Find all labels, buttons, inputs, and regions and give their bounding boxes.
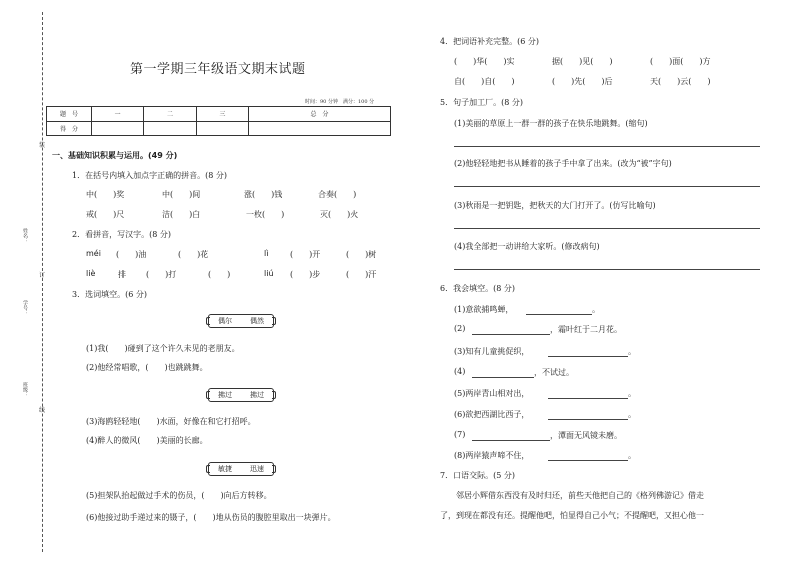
score-cell: 总 分: [249, 107, 391, 122]
q2-pinyin: lì: [264, 249, 269, 258]
binding-tick-zhuang: 装: [39, 142, 46, 149]
q2-item: ( )打: [146, 270, 177, 279]
q2-item: ( )开: [290, 250, 321, 259]
time-note: 时间：90 分钟 满分：100 分: [305, 99, 375, 105]
q7-paragraph-line: 邻居小辉借东西没有及时归还，前些天他把自己的《格列佛游记》借走: [456, 491, 704, 500]
answer-blank[interactable]: [548, 419, 628, 420]
q6-item: (5)两岸青山相对出，: [454, 389, 530, 398]
answer-blank[interactable]: [526, 314, 592, 315]
q6-item: (6)欲把西湖比西子，: [454, 410, 530, 419]
q2-item: ( ): [208, 270, 231, 279]
q6-tail: ，不试过。: [534, 368, 574, 377]
score-header-row: [47, 107, 391, 122]
answer-line[interactable]: [454, 146, 760, 147]
q2-item: ( )油: [116, 250, 147, 259]
binding-tick-xian: 线: [39, 407, 46, 414]
q6-item: (2): [454, 324, 466, 333]
word-choice-box-1: [208, 314, 274, 328]
q3-sentence: (5)担架队抬起做过手术的伤员，( )向后方转移。: [86, 491, 272, 500]
answer-blank[interactable]: [472, 440, 550, 441]
q7-paragraph-line: 了，到现在都没有还。提醒他吧，怕显得自己小气；不提醒吧，又担心他一: [440, 511, 704, 520]
answer-blank[interactable]: [472, 334, 550, 335]
score-cell: 得 分: [47, 121, 92, 136]
q7-title: 7．口语交际。(5 分): [440, 471, 515, 480]
answer-line[interactable]: [454, 186, 760, 187]
q4-title: 4．把词语补充完整。(6 分): [440, 37, 539, 46]
q2-pinyin: méi: [86, 249, 101, 258]
q5-title: 5．句子加工厂。(8 分): [440, 98, 523, 107]
q5-sentence: (2)他轻轻地把书从睡着的孩子手中拿了出来。(改为“被”字句): [454, 159, 672, 168]
page-title: 第一学期三年级语文期末试题: [130, 62, 306, 77]
q4-item: 天( )云( ): [650, 77, 711, 86]
score-cell: 题 号: [47, 107, 92, 122]
q6-tail: ，潭面无风镜未磨。: [550, 431, 622, 440]
name-label: 姓名：: [22, 228, 28, 243]
q1-item: 中( )奖: [86, 190, 125, 199]
q3-title: 3．选词填空。(6 分): [72, 290, 147, 299]
answer-blank[interactable]: [472, 377, 534, 378]
binding-tick-ding: 订: [39, 272, 46, 279]
q3-sentence: (6)他接过助手递过来的镊子，( )地从伤员的腹腔里取出一块弹片。: [86, 513, 336, 522]
q1-item: 洁( )白: [162, 210, 201, 219]
score-cell: 三: [196, 107, 248, 122]
q6-tail: 。: [628, 410, 636, 419]
q3-sentence: (4)醉人的微风( )美丽的长廊。: [86, 436, 208, 445]
score-input-3[interactable]: [196, 121, 248, 136]
q4-item: ( )先( )后: [552, 77, 613, 86]
q1-item: 中( )间: [162, 190, 201, 199]
q5-sentence: (1)美丽的草原上一群一群的孩子在快乐地跳舞。(缩句): [454, 119, 648, 128]
answer-blank[interactable]: [548, 460, 628, 461]
binding-dashed-line: [42, 12, 43, 552]
q6-item: (4): [454, 367, 466, 376]
answer-line[interactable]: [454, 269, 760, 270]
q2-item: 排: [118, 270, 126, 279]
word-option: 拂过: [218, 391, 232, 399]
q6-item: (3)知有儿童挑促织，: [454, 347, 530, 356]
q6-item: (1)意欲捕鸣蝉，: [454, 305, 514, 314]
q4-item: 据( )见( ): [552, 57, 613, 66]
q3-sentence: (1)我( )碰到了这个许久未见的老朋友。: [86, 344, 240, 353]
score-cell: 一: [92, 107, 144, 122]
score-input-1[interactable]: [92, 121, 144, 136]
q1-title: 1．在括号内填入加点字正确的拼音。(8 分): [72, 171, 227, 180]
part1-title: 一、基础知识积累与运用。(49 分): [52, 151, 178, 160]
q2-pinyin: liú: [264, 269, 274, 278]
q4-item: 自( )自( ): [454, 77, 515, 86]
score-value-row: [47, 121, 391, 136]
q1-item: 合奏( ): [318, 190, 357, 199]
word-choice-box-3: [208, 462, 274, 476]
word-option: 迅速: [250, 465, 264, 473]
q6-item: (7): [454, 430, 466, 439]
q1-item: 戒( )尺: [86, 210, 125, 219]
score-input-total[interactable]: [249, 121, 391, 136]
answer-blank[interactable]: [548, 398, 628, 399]
q2-item: ( )花: [178, 250, 209, 259]
q6-tail: ，霜叶红于二月花。: [550, 325, 622, 334]
score-cell: 二: [144, 107, 196, 122]
q6-tail: 。: [628, 347, 636, 356]
q5-sentence: (3)秋雨是一把钥匙，把秋天的大门打开了。(仿写比喻句): [454, 201, 656, 210]
student-id-label: 学号：: [22, 300, 28, 315]
q6-title: 6．我会填空。(8 分): [440, 284, 515, 293]
word-option: 偶然: [250, 317, 264, 325]
q2-title: 2．看拼音，写汉字。(8 分): [72, 230, 171, 239]
q2-item: ( )汗: [346, 270, 377, 279]
q6-tail: 。: [628, 451, 636, 460]
q2-pinyin: liè: [86, 269, 96, 278]
answer-blank[interactable]: [548, 356, 628, 357]
q6-item: (8)两岸猿声啼不住，: [454, 451, 530, 460]
q3-sentence: (3)海鸥轻轻地( )水面，好像在和它打招呼。: [86, 417, 256, 426]
word-choice-box-2: [208, 388, 274, 402]
q6-tail: 。: [592, 305, 600, 314]
score-input-2[interactable]: [144, 121, 196, 136]
q1-item: 一枚( ): [246, 210, 285, 219]
q3-sentence: (2)他经常唱歌，( )也跳跳舞。: [86, 363, 208, 372]
word-option: 敏捷: [218, 465, 232, 473]
q1-item: 灭( )火: [320, 210, 359, 219]
answer-line[interactable]: [454, 228, 760, 229]
q5-sentence: (4)我全部把一动讲给大家听。(修改病句): [454, 242, 600, 251]
q2-item: ( )树: [346, 250, 377, 259]
q6-tail: 。: [628, 389, 636, 398]
q1-item: 涨( )钱: [244, 190, 283, 199]
q4-item: ( )华( )实: [454, 57, 515, 66]
q4-item: ( )面( )方: [650, 57, 711, 66]
class-label: 班级：: [22, 382, 28, 397]
word-option: 偶尔: [218, 317, 232, 325]
word-option: 拂过: [250, 391, 264, 399]
q2-item: ( )步: [290, 270, 321, 279]
score-table: [46, 106, 391, 136]
